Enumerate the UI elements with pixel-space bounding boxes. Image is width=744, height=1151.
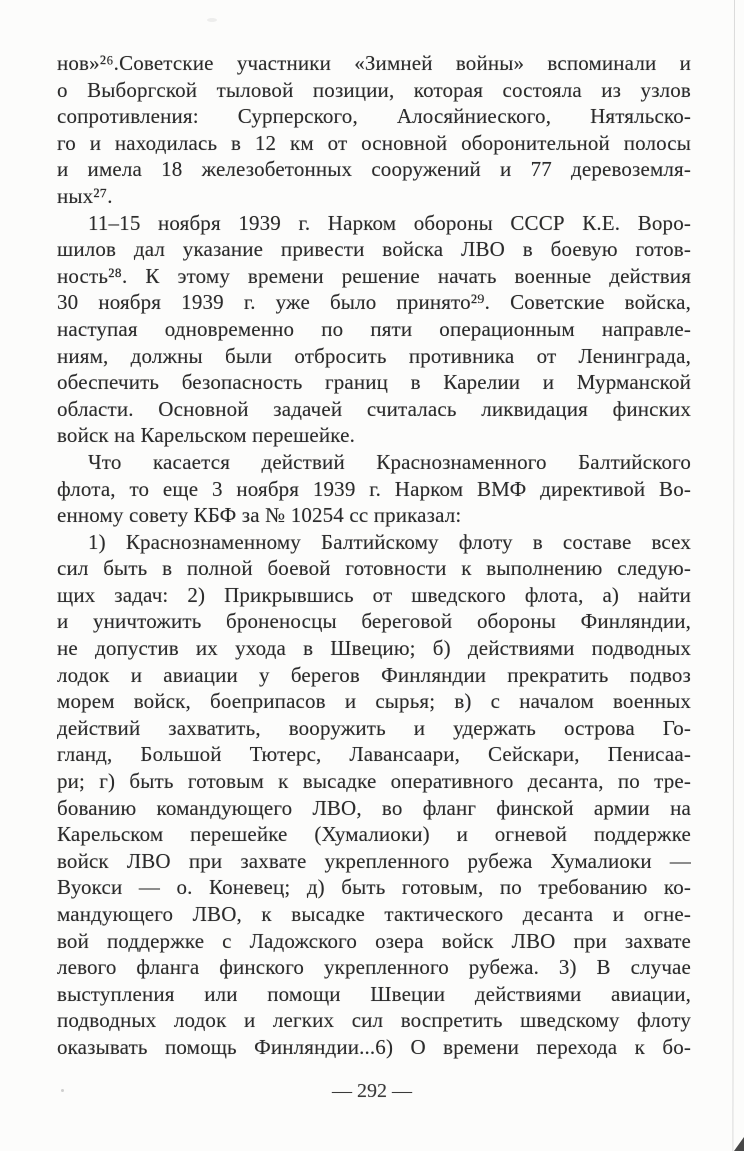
text-line: ниям, должны были отбросить противника от Ленинграда, [57,343,691,368]
paragraph [57,449,691,529]
text-line: войск ЛВО при захвате укрепленного рубежа Хумалиоки — [57,848,691,873]
text-line: шилов дал указание привести войска ЛВО в боевую готов- [57,237,691,262]
text-line: 11–15 ноября 1939 г. Нарком обороны СССР К.Е. Воро- [88,210,691,235]
text-line: ри; г) быть готовым к высадке оперативного десанта, по тре- [57,769,691,794]
text-line: енному совету КБФ за № 10254 сс приказал: [57,503,462,528]
text-line: гланд, Большой Тютерс, Лавансаари, Сейскари, Пенисаа- [57,742,691,767]
text-line: о Выборгской тыловой позиции, которая состояла из узлов [57,77,691,102]
text-line: флота, то еще 3 ноября 1939 г. Нарком ВМФ директивой Во- [57,476,691,501]
text-line: вой поддержке с Ладожского озера войск ЛВО при захвате [57,928,691,953]
text-line: ность²⁸. К этому времени решение начать военные действия [57,263,691,288]
text-line: левого фланга финского укрепленного рубежа. 3) В случае [57,955,691,980]
page-text [57,50,691,1061]
text-line: Что касается действий Краснознаменного Балтийского [88,449,691,474]
text-line: 1) Краснознаменному Балтийскому флоту в составе всех [88,529,691,554]
text-line: ных²⁷. [57,183,113,208]
text-line: области. Основной задачей считалась ликвидация финских [57,396,691,421]
text-line: бованию командующего ЛВО, во фланг финской армии на [57,795,691,820]
text-line: морем войск, боеприпасов и сырья; в) с началом военных [57,689,691,714]
paragraph [57,50,691,210]
text-line: 30 ноября 1939 г. уже было принято²⁹. Советские войска, [57,290,691,315]
text-line: войск на Карельском перешейке. [57,423,355,448]
text-line: наступая одновременно по пяти операционным направле- [57,316,691,341]
text-line: мандующего ЛВО, к высадке тактического десанта и огне- [57,902,691,926]
text-line: и уничтожить броненосцы береговой обороны Финляндии, [57,609,691,634]
page-number: — 292 — [332,1080,412,1102]
paragraph [57,210,691,449]
text-line: нов»²⁶.Советские участники «Зимней войны» вспоминали и [57,51,691,75]
text-line: Карельском перешейке (Хумалиоки) и огневой поддержке [57,822,691,847]
scan-corner-mark [734,1137,744,1151]
text-line: сопротивления: Сурперского, Алосяйниеского, Нятяльско- [57,104,691,129]
text-line: оказывать помощь Финляндии...6) О времени перехода к бо- [57,1034,691,1059]
scan-speck [61,1089,64,1092]
text-line: подводных лодок и легких сил воспретить шведскому флоту [57,1008,691,1033]
paragraph [57,529,691,1061]
text-line: действий захватить, вооружить и удержать острова Го- [57,715,691,740]
text-line: го и находилась в 12 км от основной оборонительной полосы [57,130,691,155]
text-line: щих задач: 2) Прикрывшись от шведского флота, а) найти [57,582,691,607]
text-line: не допустив их ухода в Швецию; б) действиями подводных [57,636,691,661]
scan-smudge [207,18,217,22]
text-line: сил быть в полной боевой готовности к выполнению следую- [57,556,691,581]
text-line: обеспечить безопасность границ в Карелии и Мурманской [57,370,691,395]
text-line: выступления или помощи Швеции действиями авиации, [57,981,691,1006]
text-line: и имела 18 железобетонных сооружений и 77 деревоземля- [57,157,691,182]
text-line: Вуокси — о. Коневец; д) быть готовым, по требованию ко- [57,875,691,900]
text-line: лодок и авиации у берегов Финляндии прекратить подвоз [57,662,691,687]
scan-edge-line [732,0,735,1151]
